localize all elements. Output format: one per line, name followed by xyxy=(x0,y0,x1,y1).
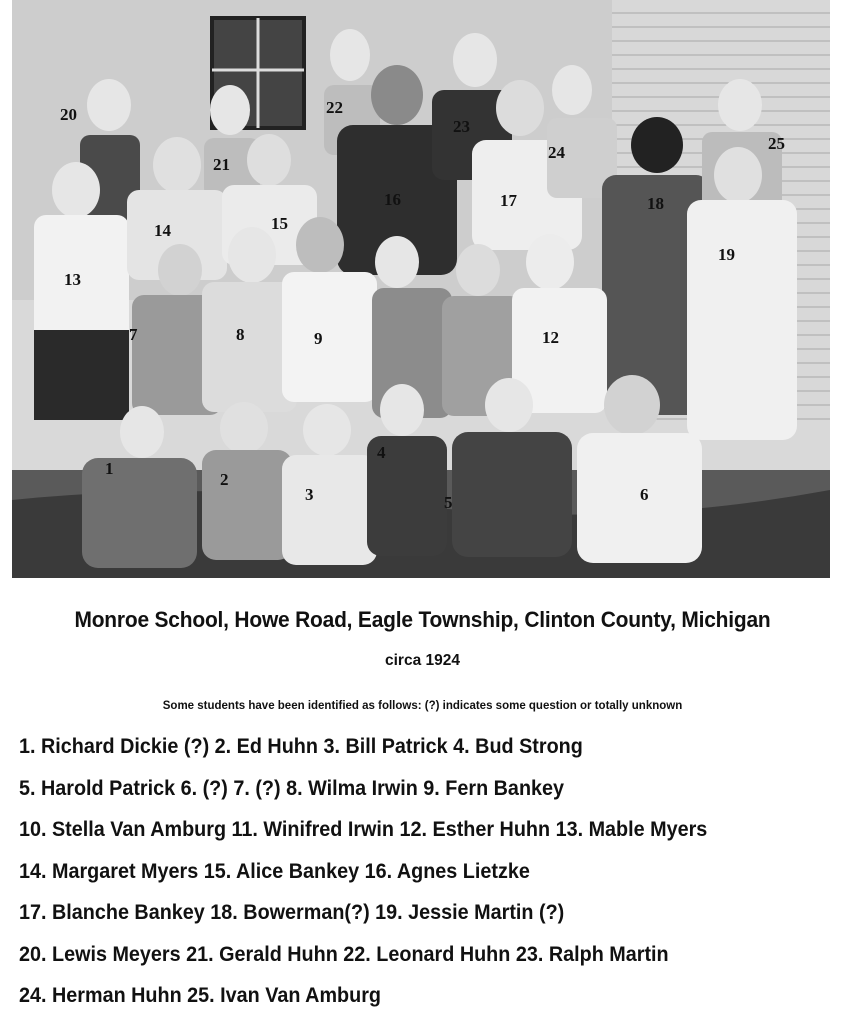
marker-16: 16 xyxy=(384,190,401,209)
marker-19: 19 xyxy=(718,245,735,264)
marker-3: 3 xyxy=(305,485,314,504)
names-line-3: 10. Stella Van Amburg 11. Winifred Irwin 12. Esther Huhn 13. Mable Myers xyxy=(19,817,708,841)
marker-7: 7 xyxy=(129,325,138,344)
names-line-6: 20. Lewis Meyers 21. Gerald Huhn 22. Leonard Huhn 23. Ralph Martin xyxy=(19,941,669,966)
caption-note: Some students have been identified as follows: (?) indicates some question or totally unknown xyxy=(162,700,683,712)
marker-24: 24 xyxy=(548,143,565,162)
marker-1: 1 xyxy=(105,459,114,478)
marker-2: 2 xyxy=(220,470,229,489)
names-line-7: 24. Herman Huhn 25. Ivan Van Amburg xyxy=(19,983,382,1007)
marker-17: 17 xyxy=(500,191,517,210)
marker-6: 6 xyxy=(640,485,649,504)
marker-5: 5 xyxy=(444,493,453,512)
marker-12: 12 xyxy=(542,328,559,347)
names-line-5: 17. Blanche Bankey 18. Bowerman(?) 19. Jessie Martin (?) xyxy=(19,900,565,924)
photo-illustration xyxy=(12,0,830,578)
marker-23: 23 xyxy=(453,117,470,136)
marker-15: 15 xyxy=(271,214,288,233)
marker-13: 13 xyxy=(64,270,81,289)
marker-14: 14 xyxy=(154,221,171,240)
school-group-photo xyxy=(12,0,830,578)
marker-20: 20 xyxy=(60,105,77,124)
marker-18: 18 xyxy=(647,194,664,213)
caption-date: circa 1924 xyxy=(385,652,460,669)
names-line-2: 5. Harold Patrick 6. (?) 7. (?) 8. Wilma Irwin 9. Fern Bankey xyxy=(19,775,565,800)
marker-9: 9 xyxy=(314,329,323,348)
names-line-4: 14. Margaret Myers 15. Alice Bankey 16. Agnes Lietzke xyxy=(19,858,530,883)
marker-8: 8 xyxy=(236,325,245,344)
marker-25: 25 xyxy=(768,134,785,153)
student-names-list xyxy=(19,730,829,1021)
caption-title: Monroe School, Howe Road, Eagle Township, Clinton County, Michigan xyxy=(74,607,771,632)
marker-4: 4 xyxy=(377,443,386,462)
marker-21: 21 xyxy=(213,155,230,174)
names-line-1: 1. Richard Dickie (?) 2. Ed Huhn 3. Bill Patrick 4. Bud Strong xyxy=(19,734,583,758)
marker-22: 22 xyxy=(326,98,343,117)
